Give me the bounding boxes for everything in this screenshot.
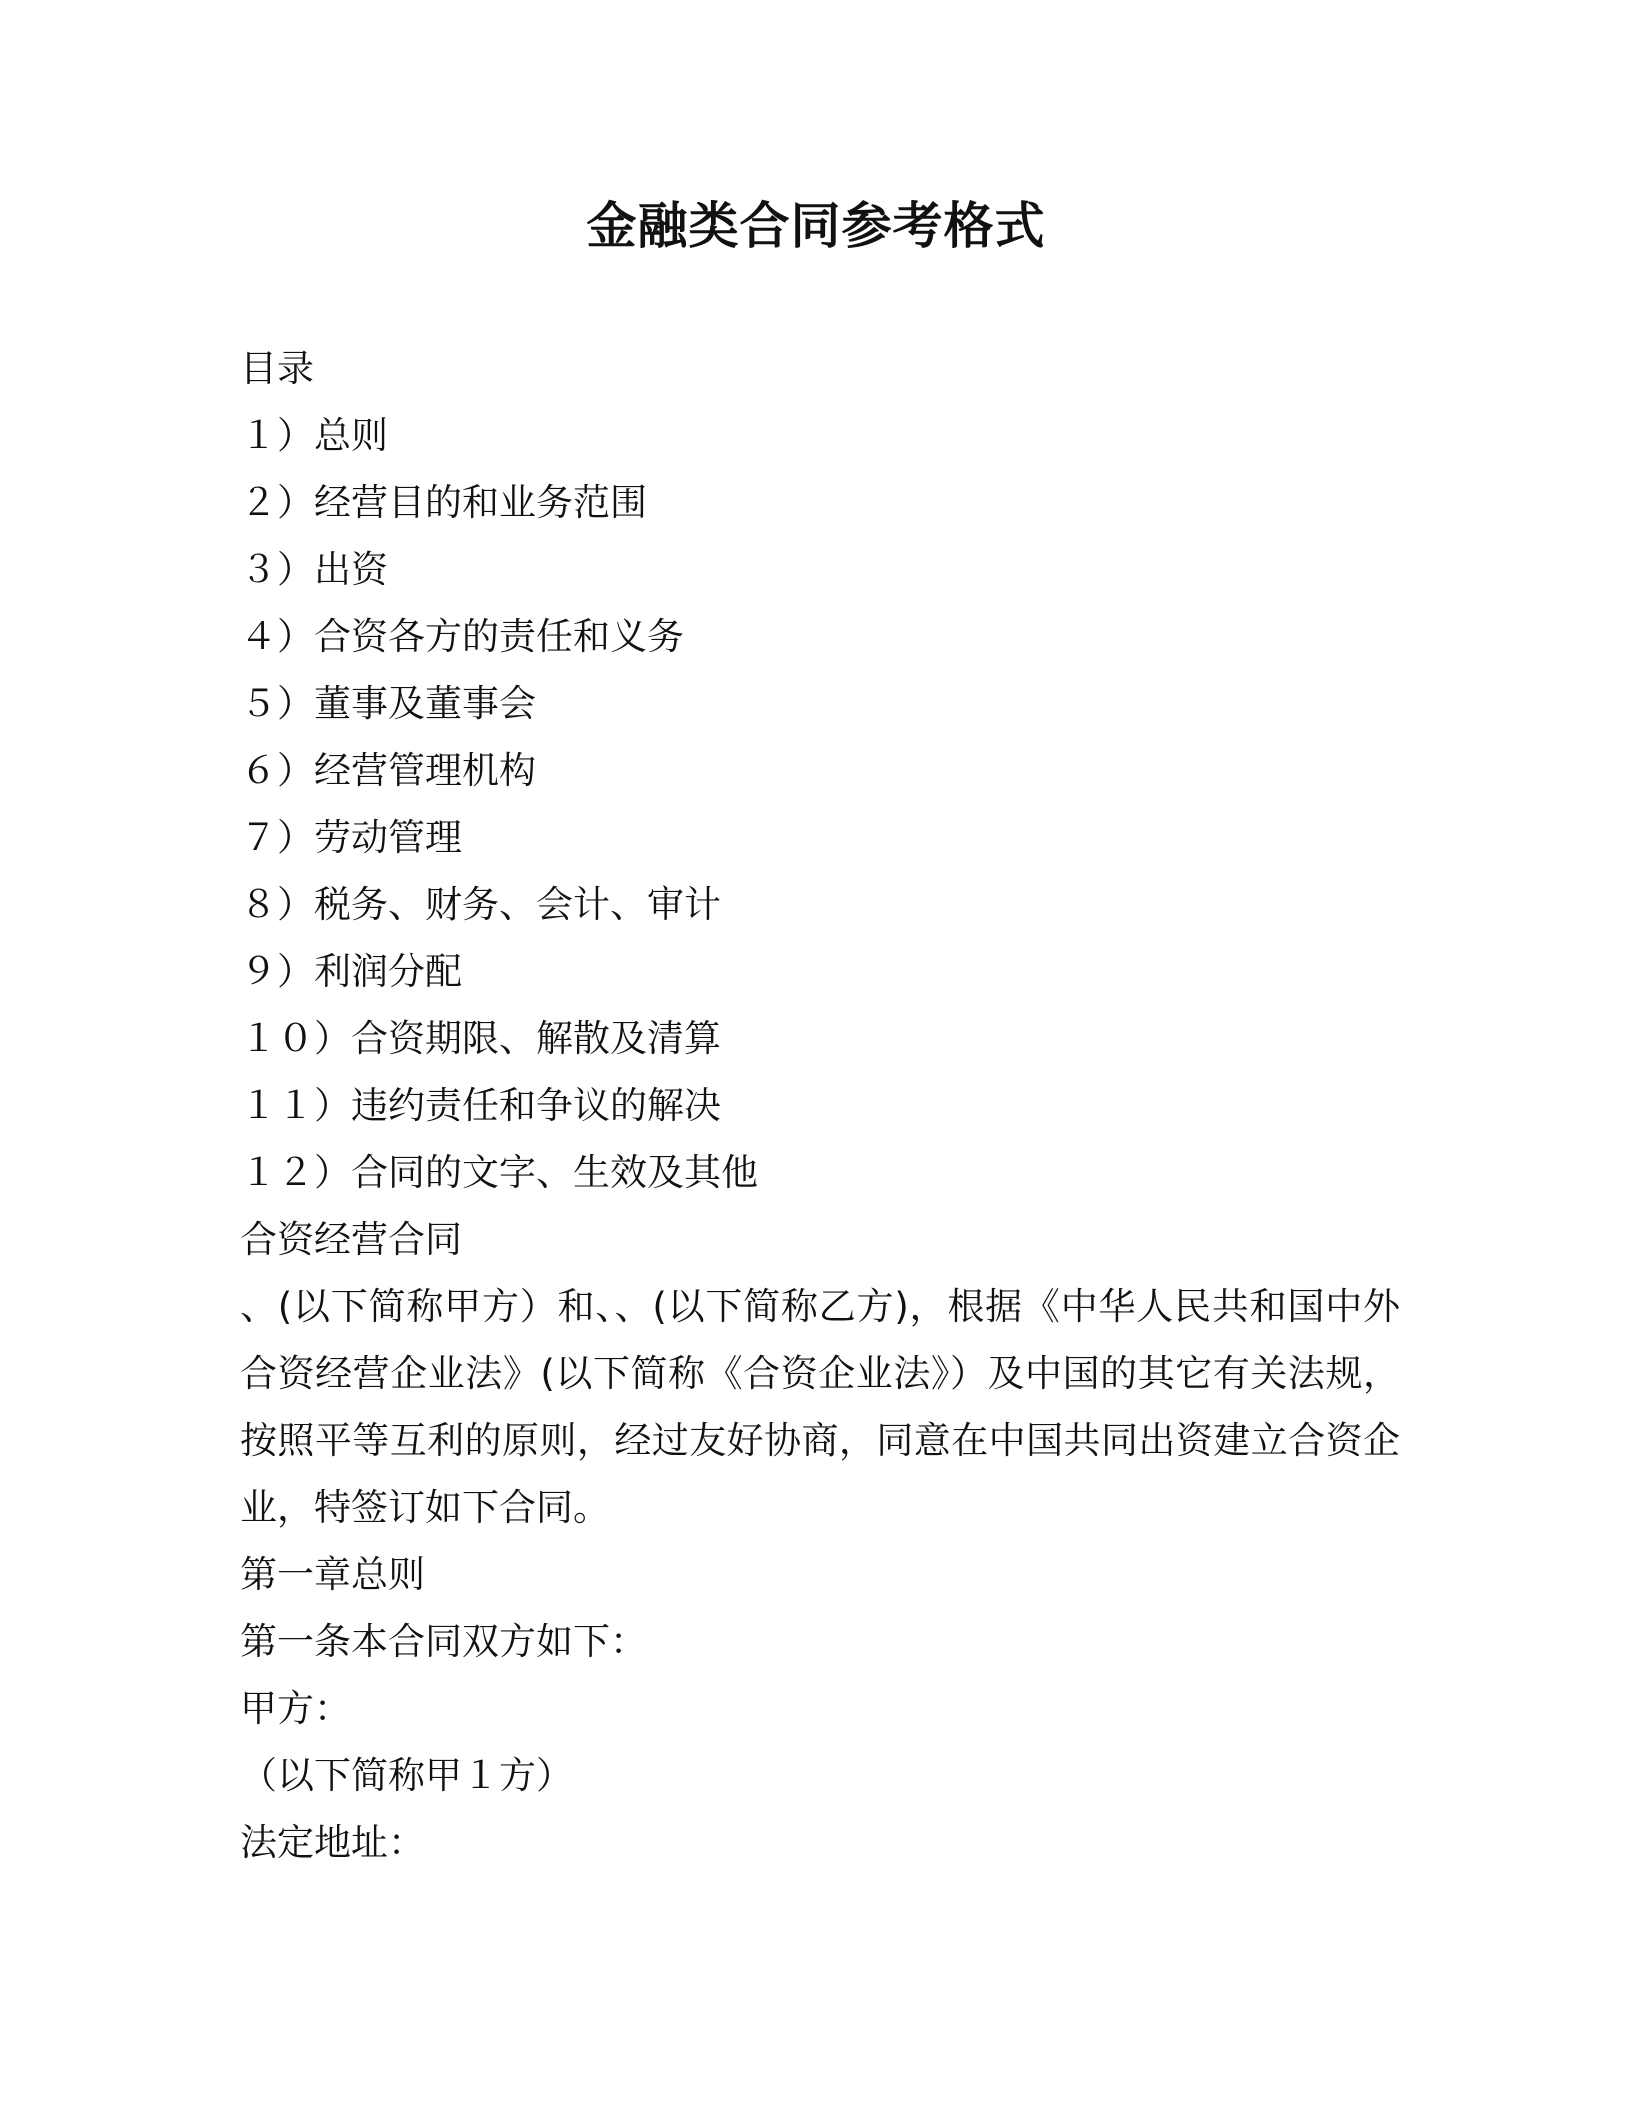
toc-item: １１）违约责任和争议的解决: [240, 1084, 721, 1127]
contract-heading: 合资经营合同: [240, 1218, 462, 1261]
toc-item: １２）合同的文字、生效及其他: [240, 1151, 758, 1194]
chapter-heading: 第一章总则: [240, 1553, 425, 1596]
party-a-label: 甲方：: [240, 1687, 351, 1730]
toc-item: ９）利润分配: [240, 950, 462, 993]
toc-item: ６）经营管理机构: [240, 749, 536, 792]
document-body: [240, 335, 1400, 1876]
toc-item: ３）出资: [240, 548, 388, 591]
toc-item: １０）合资期限、解散及清算: [240, 1017, 721, 1060]
toc-item: ８）税务、财务、会计、审计: [240, 883, 721, 926]
party-a-note: （以下简称甲１方）: [240, 1754, 573, 1797]
article-text: 第一条本合同双方如下：: [240, 1620, 647, 1663]
toc-item: ５）董事及董事会: [240, 682, 536, 725]
toc-item: ２）经营目的和业务范围: [240, 481, 647, 524]
toc-item: ７）劳动管理: [240, 816, 462, 859]
document-title: 金融类合同参考格式: [586, 197, 1046, 255]
toc-heading: 目录: [240, 347, 314, 390]
toc-item: ４）合资各方的责任和义务: [240, 615, 684, 658]
contract-preamble: 、(以下简称甲方）和、、(以下简称乙方)，根据《中华人民共和国中外合资经营企业法》(以下简称《合资企业法》）及中国的其它有关法规，按照平等互利的原则，经过友好协商，同意在中国共同出资建立合资企业，特签订如下合同。: [240, 1285, 1400, 1529]
toc-item: １）总则: [240, 414, 388, 457]
legal-address-label: 法定地址：: [240, 1821, 425, 1864]
